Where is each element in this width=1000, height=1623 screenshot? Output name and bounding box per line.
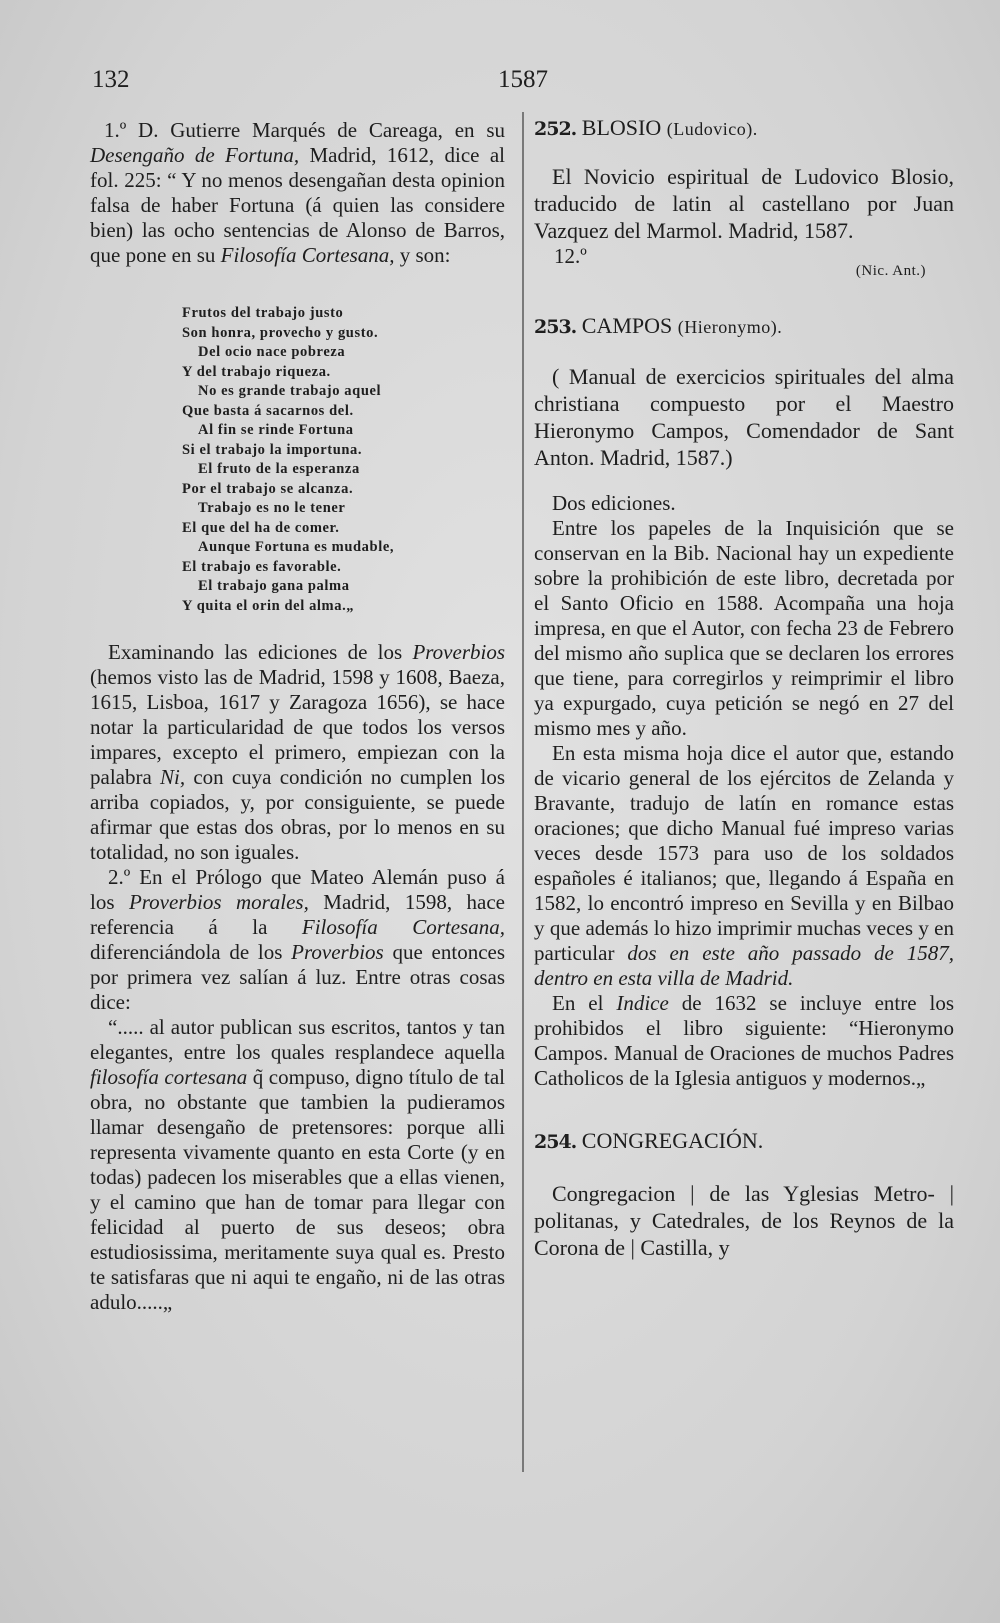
italic-word: Ni, (160, 765, 186, 789)
entry-paragraph (534, 741, 954, 991)
verse-line: Del ocio nace pobreza (198, 344, 346, 360)
paragraph-quote (90, 1015, 505, 1315)
text-run: y son: (394, 243, 451, 267)
entry-format: 12.º (554, 244, 587, 268)
entry-title: Congregacion | de las Yglesias Metro- | politanas, y Catedrales, de los Reynos de la Corona de | Castilla, y (534, 1181, 954, 1260)
verse-line: Y quita el orin del alma.„ (182, 597, 355, 614)
verse-line: El trabajo gana palma (198, 578, 350, 594)
book-title: Indice (616, 991, 669, 1015)
entry-paragraph: Dos ediciones. (552, 491, 676, 515)
verse-block (182, 304, 505, 616)
entry-253 (534, 312, 954, 1091)
text-run: Madrid, 1598, hace referencia á la (90, 890, 505, 939)
entry-heading (534, 312, 954, 341)
book-title: Proverbios morales, (128, 890, 309, 914)
verse-line: Y del trabajo riqueza. (182, 363, 331, 380)
verse-line: El fruto de la esperanza (198, 461, 360, 477)
text-run: q̃ compuso, digno título de tal obra, no obstante que tambien la pudieramos llamar desengaño de pretensores: porque alli representa vivamente quanto en esta Corte (y en todas) padecen los miserables que a ellas vienen, y el camino que han de tomar para llegar con felicidad al puerto de sus deseos; obra estudiosissima, meritamente suya qual es. Presto te satisfaras que ni aqui te engaño, ni de las otras adulo.....„ (90, 1065, 506, 1314)
verse-line: Son honra, provecho y gusto. (182, 324, 379, 341)
entry-paragraph (534, 991, 954, 1091)
entry-name: BLOSIO (576, 115, 667, 140)
entry-subname: (Hieronymo). (677, 317, 783, 337)
entry-heading (534, 1127, 954, 1156)
right-column (534, 114, 954, 1261)
entry-title: ( Manual de exercicios spirituales del alma christiana compuesto por el Maestro Hieronymo Campos, Comendador de Sant Anton. Madrid, 1587.) (534, 364, 954, 470)
text-run: con cuya condición no cumplen los arriba copiados, y, por consiguiente, se puede afirmar que estas dos obras, por lo menos en su totalidad, no son iguales. (90, 765, 505, 864)
book-title: filosofía cortesana (90, 1065, 248, 1089)
entry-title: El Novicio espiritual de Ludovico Blosio, traducido de latin al castellano por Juan Vazquez del Marmol. Madrid, 1587. (534, 164, 954, 243)
verse-line: Frutos del trabajo justo (182, 305, 344, 321)
text-run: 1.º D. Gutierre Marqués de Careaga, en su (104, 118, 505, 142)
entry-subname: (Ludovico). (666, 119, 758, 139)
entry-252 (534, 114, 954, 280)
verse-line: Al fin se rinde Fortuna (198, 422, 354, 438)
verse-line: Por el trabajo se alcanza. (182, 480, 354, 497)
text-run: En esta misma hoja dice el autor que, estando de vicario general de los ejércitos de Zelanda y Bravante, tradujo de latín en romance estas oraciones; que dicho Manual fué impreso varias veces desde 1573 para uso de los soldados españoles é italianos; que, llegando á España en 1582, lo encontró impreso en Sevilla y en Bilbao y que además lo hizo imprimir muchas veces y en particular (534, 741, 954, 965)
text-run: 2.º En el Prólogo que Mateo Alemán puso á los (90, 865, 505, 914)
left-column (90, 118, 505, 1315)
verse-line: Aunque Fortuna es mudable, (198, 539, 395, 555)
paragraph-aleman (90, 865, 505, 1015)
entry-number: 252. (534, 118, 577, 140)
entry-name: CONGREGACIÓN. (576, 1128, 764, 1153)
entry-source: (Nic. Ant.) (855, 263, 926, 279)
text-run: que entonces por primera vez salían á luz. Entre otras cosas dice: (90, 940, 506, 1014)
book-title: Filosofía Cortesana, (301, 915, 505, 939)
text-run: “..... al autor publican sus escritos, tantos y tan elegantes, entre los quales resplandece aquella (90, 1015, 505, 1064)
italic-run: dos en este año passado de 1587, dentro en esta villa de Madrid. (534, 941, 955, 990)
verse-line: El que del ha de comer. (182, 519, 340, 536)
page-header (0, 66, 1000, 106)
entry-number: 254. (534, 1131, 577, 1153)
text-run: (hemos visto las de Madrid, 1598 y 1608, Baeza, 1615, Lisboa, 1617 y Zaragoza 1656), se hace notar la particularidad de que todos los versos impares, excepto el primero, empiezan con la palabra (90, 665, 505, 789)
page-number: 132 (92, 66, 130, 93)
book-title: Desengaño de Fortuna, (90, 143, 300, 167)
year-heading: 1587 (498, 66, 548, 93)
text-run: Madrid, 1612, dice al fol. 225: “ Y no menos desengañan desta opinion falsa de haber Fortuna (á quien las considere bien) las ocho sentencias de Alonso de Barros, que pone en su (90, 143, 505, 267)
text-run: Examinando las ediciones de los (108, 640, 413, 664)
entry-number: 253. (534, 316, 577, 338)
paragraph-proverbios (90, 640, 505, 865)
verse-line: No es grande trabajo aquel (198, 383, 382, 399)
verse-line: Si el trabajo la importuna. (182, 441, 363, 458)
verse-line: El trabajo es favorable. (182, 558, 342, 575)
column-divider (522, 112, 524, 1472)
entry-paragraph: Entre los papeles de la Inquisición que se conservan en la Bib. Nacional hay un expediente sobre la prohibición de este libro, decretada por el Santo Oficio en 1588. Acompaña una hoja impresa, en que el Autor, con fecha 23 de Febrero del mismo año suplica que se declaren los errores que tiene, para corregirlos y reimprimir el libro ya expurgado, cuya petición se negó en 27 del mismo mes y año. (534, 516, 954, 740)
text-run: diferenciándola de los (90, 940, 292, 964)
book-title: Filosofía Cortesana, (220, 243, 395, 267)
text-run: de 1632 se incluye entre los prohibidos el libro siguiente: “Hieronymo Campos. Manual de Oraciones de muchos Padres Catholicos de la Iglesia antiguos y modernos.„ (534, 991, 954, 1090)
entry-name: CAMPOS (576, 313, 678, 338)
text-run: En el (552, 991, 617, 1015)
verse-line: Que basta á sacarnos del. (182, 402, 354, 419)
entry-heading (534, 114, 954, 143)
verse-line: Trabajo es no le tener (198, 500, 346, 516)
paragraph-careaga (90, 118, 505, 268)
entry-254 (534, 1127, 954, 1261)
book-title: Proverbios (412, 640, 505, 664)
book-title: Proverbios (291, 940, 384, 964)
